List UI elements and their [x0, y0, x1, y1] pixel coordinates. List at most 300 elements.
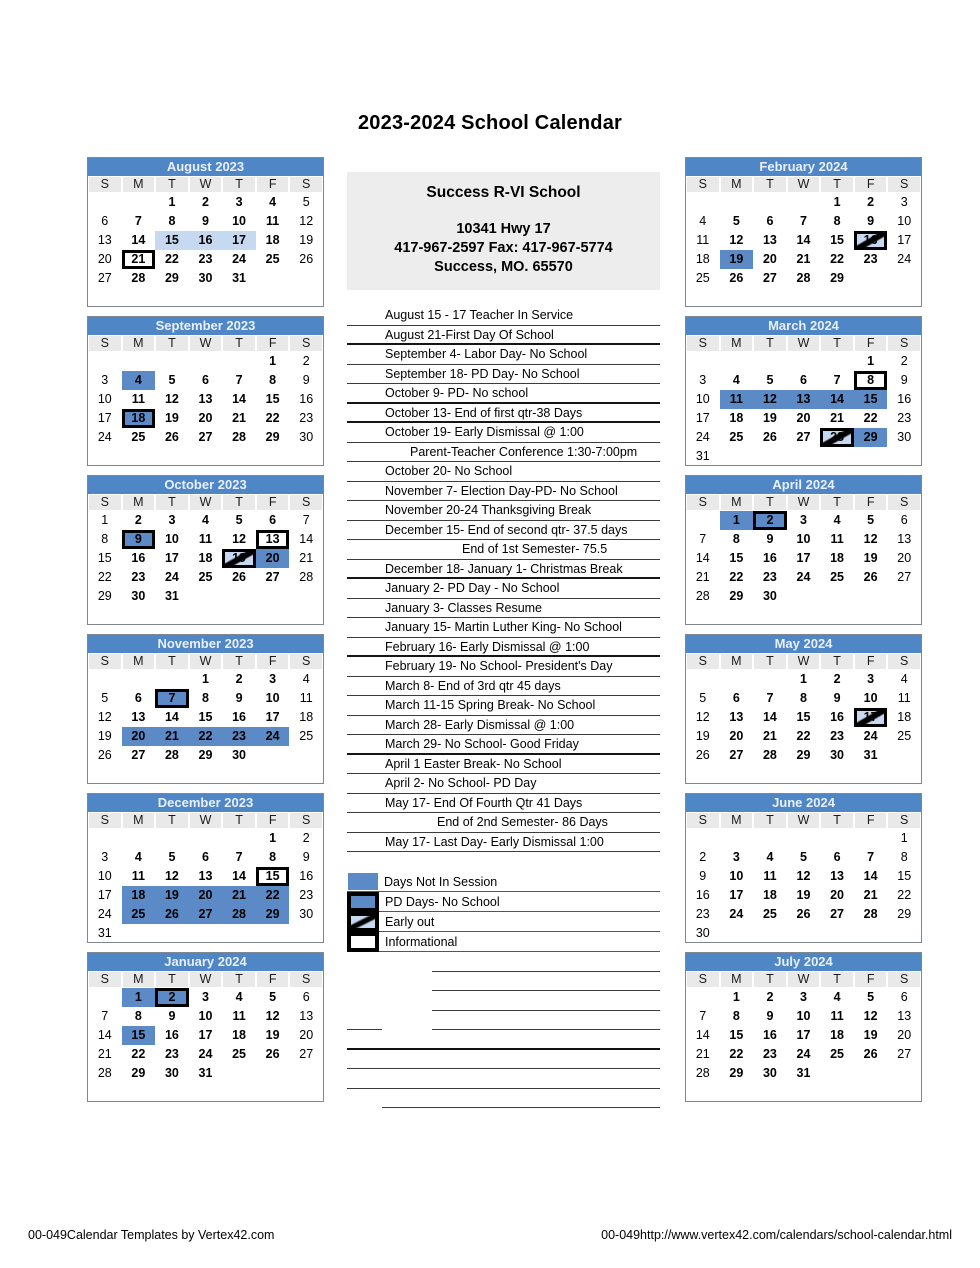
day-cell [189, 1083, 223, 1102]
day-cell: 8 [900, 850, 908, 864]
day-cell: 27 [897, 1047, 912, 1061]
day-cell: 22 [164, 252, 179, 266]
day-cell: 4 [302, 672, 310, 686]
day-cell [887, 1083, 921, 1102]
day-cell: 23 [762, 570, 777, 584]
day-of-week-header: T [753, 335, 787, 352]
footer-credit: 00-049Calendar Templates by Vertex42.com [28, 1228, 275, 1242]
legend-row [347, 892, 660, 912]
day-cell: 15 [256, 867, 290, 886]
day-cell: 26 [97, 748, 112, 762]
month-calendar-september-2023 [87, 316, 324, 466]
day-cell: 20 [198, 411, 213, 425]
day-cell: 28 [232, 430, 247, 444]
day-of-week-header: S [88, 812, 122, 829]
month-title: June 2024 [686, 794, 921, 812]
day-cell [720, 447, 754, 466]
center-column [347, 157, 660, 1108]
day-cell [820, 447, 854, 466]
day-cell: 14 [232, 392, 247, 406]
day-cell: 25 [122, 905, 156, 924]
day-cell [189, 587, 223, 606]
day-cell: 28 [97, 1066, 112, 1080]
day-cell [887, 269, 921, 288]
day-cell: 18 [729, 411, 744, 425]
day-cell [155, 352, 189, 371]
day-cell: 8 [269, 373, 277, 387]
day-cell [887, 288, 921, 307]
day-cell [720, 829, 754, 848]
day-cell: 17 [97, 888, 112, 902]
day-cell: 5 [800, 850, 807, 864]
day-cell: 21 [122, 250, 156, 269]
day-cell: 7 [867, 850, 875, 864]
event-row: End of 2nd Semester- 86 Days [347, 813, 660, 833]
day-of-week-header: W [189, 176, 223, 193]
day-cell: 12 [863, 1009, 878, 1023]
day-cell: 1 [720, 511, 754, 530]
day-of-week-header: T [820, 971, 854, 988]
day-cell: 22 [830, 252, 845, 266]
day-cell: 12 [753, 390, 787, 409]
weeks-grid [686, 511, 921, 625]
day-cell: 12 [863, 532, 878, 546]
day-cell: 23 [131, 570, 146, 584]
day-cell: 12 [265, 1009, 280, 1023]
day-cell: 19 [164, 411, 179, 425]
blank-line [347, 1069, 660, 1089]
month-calendar-february-2024 [685, 157, 922, 307]
day-cell: 23 [863, 252, 878, 266]
blank-line [382, 1089, 660, 1109]
day-of-week-header: T [820, 176, 854, 193]
day-cell [88, 988, 122, 1007]
legend-swatch-session [348, 873, 378, 890]
day-cell: 30 [131, 589, 146, 603]
day-cell: 13 [299, 1009, 314, 1023]
day-cell [189, 447, 223, 466]
day-cell: 26 [232, 570, 247, 584]
day-cell [820, 1064, 854, 1083]
day-cell: 23 [164, 1047, 179, 1061]
event-row: October 9- PD- No school [347, 384, 660, 404]
day-cell: 5 [168, 373, 176, 387]
day-cell: 3 [101, 373, 109, 387]
event-row: February 16- Early Dismissal @ 1:00 [347, 638, 660, 658]
month-title: September 2023 [88, 317, 323, 335]
legend-label: Early out [385, 914, 435, 929]
day-cell: 27 [830, 907, 845, 921]
day-cell [155, 765, 189, 784]
day-of-week-header: S [289, 971, 323, 988]
event-row: February 19- No School- President's Day [347, 657, 660, 677]
day-of-week-header: M [720, 494, 754, 511]
day-cell: 21 [695, 570, 710, 584]
day-cell [787, 352, 821, 371]
day-cell: 16 [131, 551, 146, 565]
day-cell: 8 [800, 691, 807, 705]
day-of-week-row [88, 176, 323, 193]
day-of-week-row [686, 812, 921, 829]
day-cell: 27 [762, 271, 777, 285]
day-cell: 7 [235, 850, 243, 864]
day-of-week-header: F [256, 494, 290, 511]
day-cell: 18 [265, 233, 280, 247]
day-cell [887, 924, 921, 943]
day-of-week-header: M [122, 335, 156, 352]
day-of-week-header: S [686, 653, 720, 670]
day-cell: 19 [265, 1028, 280, 1042]
day-cell: 13 [198, 392, 213, 406]
day-cell [820, 587, 854, 606]
day-cell: 13 [97, 233, 112, 247]
day-cell: 25 [265, 252, 280, 266]
day-cell: 15 [97, 551, 112, 565]
school-info-box [347, 172, 660, 290]
day-cell: 21 [232, 411, 247, 425]
day-cell: 10 [97, 392, 112, 406]
day-cell [820, 288, 854, 307]
day-cell [820, 352, 854, 371]
day-cell: 11 [830, 1009, 844, 1023]
day-cell: 24 [97, 907, 112, 921]
day-cell: 11 [830, 532, 844, 546]
event-row: April 1 Easter Break- No School [347, 755, 660, 775]
day-cell: 29 [198, 748, 213, 762]
event-row: May 17- Last Day- Early Dismissal 1:00 [347, 833, 660, 853]
day-of-week-header: T [155, 653, 189, 670]
day-cell [289, 606, 323, 625]
day-cell: 7 [833, 373, 841, 387]
day-cell [787, 587, 821, 606]
day-cell: 29 [256, 905, 290, 924]
day-cell: 20 [256, 549, 290, 568]
day-cell: 2 [302, 354, 310, 368]
day-cell: 2 [867, 195, 875, 209]
day-cell: 5 [302, 195, 310, 209]
day-cell: 6 [202, 850, 209, 864]
day-cell [820, 765, 854, 784]
day-cell: 19 [796, 888, 811, 902]
footer-url: 00-049http://www.vertex42.com/calendars/school-calendar.html [601, 1228, 952, 1242]
day-of-week-header: M [122, 812, 156, 829]
day-cell [88, 447, 122, 466]
day-of-week-header: S [887, 971, 921, 988]
day-cell: 15 [198, 710, 213, 724]
day-cell [686, 670, 720, 689]
day-cell [820, 829, 854, 848]
day-cell: 15 [155, 231, 189, 250]
day-of-week-header: W [189, 812, 223, 829]
day-cell [887, 765, 921, 784]
day-cell: 2 [134, 513, 142, 527]
day-cell: 30 [232, 748, 247, 762]
day-cell: 23 [762, 1047, 777, 1061]
day-cell: 8 [101, 532, 109, 546]
day-cell: 22 [897, 888, 912, 902]
day-cell: 3 [800, 513, 807, 527]
day-of-week-header: T [222, 176, 256, 193]
day-cell [686, 511, 720, 530]
day-of-week-header: W [189, 494, 223, 511]
day-cell [222, 606, 256, 625]
day-cell [720, 924, 754, 943]
day-cell: 4 [900, 672, 908, 686]
day-cell [155, 829, 189, 848]
blank-note-lines [347, 952, 660, 1108]
day-cell: 10 [729, 869, 744, 883]
day-cell: 31 [198, 1066, 213, 1080]
day-cell: 4 [122, 371, 156, 390]
day-cell: 14 [299, 532, 314, 546]
day-cell [88, 352, 122, 371]
event-row: March 8- End of 3rd qtr 45 days [347, 677, 660, 697]
day-cell: 11 [897, 691, 911, 705]
day-cell: 16 [897, 392, 912, 406]
day-cell: 6 [900, 513, 908, 527]
day-cell [887, 746, 921, 765]
day-cell: 10 [796, 532, 811, 546]
day-cell: 17 [97, 411, 112, 425]
day-cell: 14 [232, 869, 247, 883]
weeks-grid [686, 193, 921, 307]
day-cell: 9 [900, 373, 908, 387]
day-of-week-header: T [222, 971, 256, 988]
day-cell: 17 [897, 233, 912, 247]
day-cell: 23 [830, 729, 845, 743]
day-cell: 20 [762, 252, 777, 266]
day-of-week-row [88, 812, 323, 829]
day-cell: 15 [265, 392, 280, 406]
day-cell: 1 [900, 831, 908, 845]
day-cell: 10 [897, 214, 912, 228]
day-cell [787, 829, 821, 848]
day-cell: 24 [897, 252, 912, 266]
day-cell: 18 [830, 551, 845, 565]
day-cell: 22 [796, 729, 811, 743]
day-cell: 14 [863, 869, 878, 883]
day-cell: 23 [299, 888, 314, 902]
day-cell: 8 [202, 691, 209, 705]
event-row: September 4- Labor Day- No School [347, 345, 660, 365]
day-cell: 25 [729, 430, 744, 444]
day-cell: 28 [299, 570, 314, 584]
day-cell [256, 587, 290, 606]
day-cell: 22 [97, 570, 112, 584]
day-of-week-header: S [686, 494, 720, 511]
month-title: March 2024 [686, 317, 921, 335]
day-cell [289, 447, 323, 466]
day-cell: 14 [695, 1028, 710, 1042]
day-cell [854, 288, 888, 307]
day-cell [686, 829, 720, 848]
day-cell [686, 288, 720, 307]
day-cell: 26 [796, 907, 811, 921]
event-row: March 11-15 Spring Break- No School [347, 696, 660, 716]
month-calendar-july-2024 [685, 952, 922, 1102]
day-cell: 19 [155, 886, 189, 905]
day-cell [753, 352, 787, 371]
day-of-week-header: T [753, 812, 787, 829]
school-name: Success R-VI School [426, 184, 581, 201]
day-of-week-header: S [887, 653, 921, 670]
day-cell [122, 352, 156, 371]
day-of-week-header: M [122, 494, 156, 511]
event-row: May 17- End Of Fourth Qtr 41 Days [347, 794, 660, 814]
day-cell [222, 587, 256, 606]
day-cell [753, 765, 787, 784]
day-cell: 18 [122, 886, 156, 905]
day-cell: 11 [198, 532, 213, 546]
day-cell: 16 [299, 869, 314, 883]
day-cell: 3 [732, 850, 740, 864]
event-row: March 28- Early Dismissal @ 1:00 [347, 716, 660, 736]
day-cell: 2 [753, 511, 787, 530]
day-cell: 22 [256, 886, 290, 905]
day-cell [155, 288, 189, 307]
day-cell: 30 [762, 1066, 777, 1080]
day-cell [256, 269, 290, 288]
day-of-week-header: T [753, 494, 787, 511]
day-cell: 2 [202, 195, 209, 209]
day-cell [256, 746, 290, 765]
day-cell [753, 829, 787, 848]
day-cell: 10 [863, 691, 878, 705]
month-title: February 2024 [686, 158, 921, 176]
day-cell [289, 746, 323, 765]
day-cell: 20 [897, 551, 912, 565]
month-title: November 2023 [88, 635, 323, 653]
day-cell [256, 1064, 290, 1083]
day-cell: 1 [867, 354, 875, 368]
month-calendar-october-2023 [87, 475, 324, 625]
day-cell [189, 924, 223, 943]
day-cell: 7 [766, 691, 774, 705]
day-cell: 28 [695, 589, 710, 603]
day-cell: 30 [299, 430, 314, 444]
day-cell: 18 [198, 551, 213, 565]
day-of-week-header: W [787, 494, 821, 511]
day-cell: 2 [155, 988, 189, 1007]
event-row: December 18- January 1- Christmas Break [347, 560, 660, 580]
day-cell [122, 606, 156, 625]
month-calendar-march-2024 [685, 316, 922, 466]
day-cell: 30 [897, 430, 912, 444]
legend-swatch-early [347, 912, 379, 932]
day-cell [289, 288, 323, 307]
blank-line [432, 972, 660, 992]
day-cell: 5 [168, 850, 176, 864]
day-cell [222, 829, 256, 848]
event-row: August 15 - 17 Teacher In Service [347, 306, 660, 326]
day-cell: 19 [97, 729, 112, 743]
day-cell: 1 [800, 672, 807, 686]
day-cell [753, 193, 787, 212]
day-of-week-header: S [88, 335, 122, 352]
day-cell: 8 [269, 850, 277, 864]
day-of-week-header: M [720, 176, 754, 193]
day-cell: 13 [830, 869, 845, 883]
day-cell: 29 [97, 589, 112, 603]
month-calendar-april-2024 [685, 475, 922, 625]
day-cell [189, 606, 223, 625]
day-cell: 10 [164, 532, 179, 546]
day-cell: 8 [732, 1009, 740, 1023]
month-calendar-november-2023 [87, 634, 324, 784]
day-cell: 25 [830, 570, 845, 584]
day-cell: 27 [729, 748, 744, 762]
day-of-week-header: S [887, 812, 921, 829]
day-of-week-header: T [155, 971, 189, 988]
legend [347, 872, 660, 952]
day-cell: 26 [863, 570, 878, 584]
day-cell: 7 [699, 1009, 707, 1023]
legend-row [347, 872, 660, 892]
day-cell: 19 [762, 411, 777, 425]
day-cell: 20 [122, 727, 156, 746]
day-cell: 10 [265, 691, 280, 705]
day-cell: 13 [787, 390, 821, 409]
day-cell: 30 [695, 926, 710, 940]
month-calendar-august-2023 [87, 157, 324, 307]
school-address: 10341 Hwy 17 [456, 221, 551, 237]
day-cell: 15 [729, 1028, 744, 1042]
day-cell: 11 [720, 390, 754, 409]
day-cell: 25 [762, 907, 777, 921]
day-cell: 20 [729, 729, 744, 743]
day-cell: 14 [131, 233, 146, 247]
day-cell: 13 [256, 530, 290, 549]
day-cell [189, 288, 223, 307]
page-title: 2023-2024 School Calendar [357, 112, 622, 134]
day-cell: 12 [796, 869, 811, 883]
day-cell: 25 [299, 729, 314, 743]
day-cell [820, 606, 854, 625]
day-cell [686, 352, 720, 371]
day-cell [256, 447, 290, 466]
day-cell: 25 [695, 271, 710, 285]
day-cell: 26 [695, 748, 710, 762]
day-cell: 18 [122, 409, 156, 428]
day-cell [222, 288, 256, 307]
day-of-week-row [88, 494, 323, 511]
day-cell: 23 [299, 411, 314, 425]
day-cell: 31 [863, 748, 878, 762]
day-of-week-row [88, 335, 323, 352]
day-cell: 1 [732, 990, 740, 1004]
day-cell: 20 [897, 1028, 912, 1042]
day-cell: 10 [97, 869, 112, 883]
event-row: October 20- No School [347, 462, 660, 482]
legend-row [347, 932, 660, 952]
day-cell: 12 [232, 532, 247, 546]
legend-swatch-pd [347, 892, 379, 912]
day-cell: 12 [164, 869, 179, 883]
day-of-week-header: S [289, 176, 323, 193]
day-cell: 22 [265, 411, 280, 425]
blank-line [432, 952, 660, 972]
event-row: January 3- Classes Resume [347, 599, 660, 619]
day-cell: 8 [134, 1009, 142, 1023]
day-cell: 3 [269, 672, 277, 686]
day-of-week-header: T [753, 971, 787, 988]
day-cell: 6 [101, 214, 109, 228]
month-title: December 2023 [88, 794, 323, 812]
day-of-week-row [686, 971, 921, 988]
day-of-week-header: S [88, 494, 122, 511]
day-of-week-header: T [222, 653, 256, 670]
day-cell: 20 [299, 1028, 314, 1042]
